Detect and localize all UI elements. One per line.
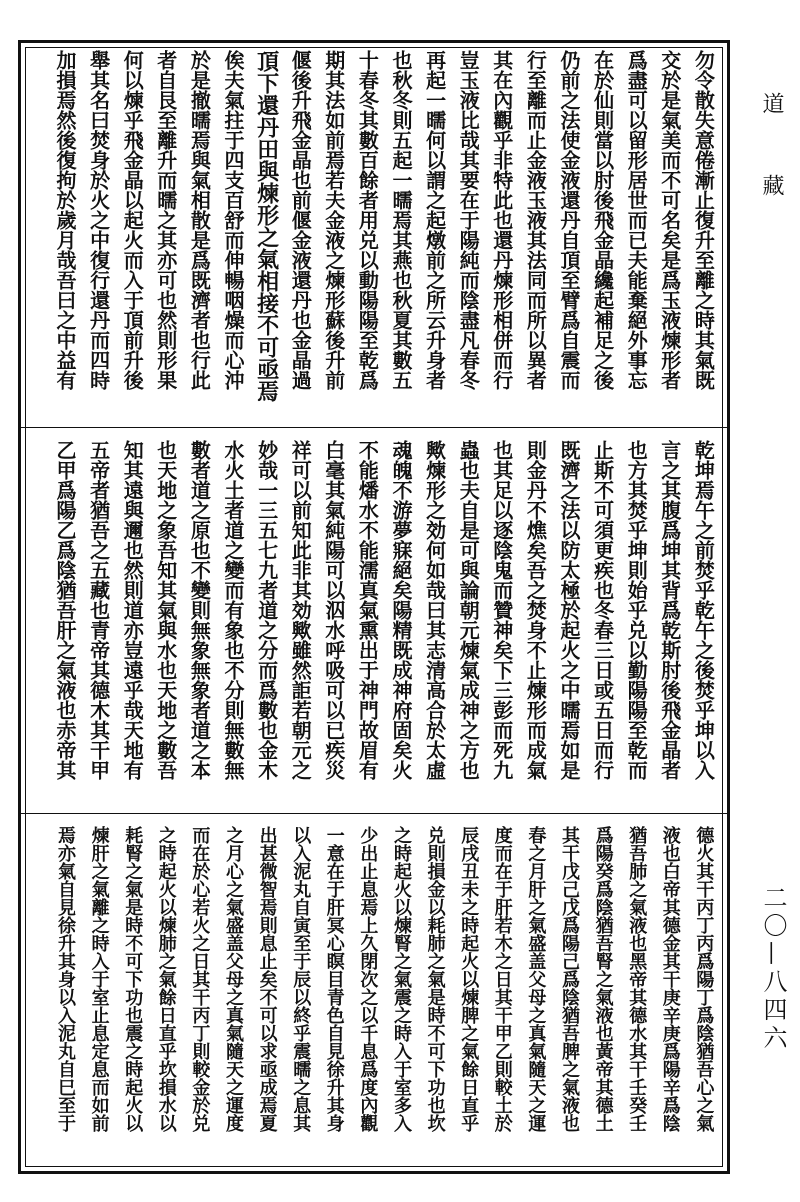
text-column: 頂下還丹田與煉形之氣相接不可亟焉: [253, 50, 280, 402]
text-column: 勿令散失意倦漸止復升至離之時其氣既: [691, 50, 716, 390]
text-column: 之時起火以煉腎之氣震之時入于室多入: [391, 826, 412, 1132]
text-column: 五帝者猶吾之五藏也青帝其德木其干甲: [86, 440, 111, 780]
text-column: 德火其干丙丁丙爲陽丁爲陰猶吾心之氣: [693, 826, 715, 1132]
text-column: 仍前之法使金液還丹自頂至臂爲自震而: [557, 50, 581, 390]
text-column: 知其遠與邇也然則道亦豈遠乎哉天地有: [120, 440, 145, 780]
page-number: 二〇—八四六: [759, 885, 787, 1053]
text-column: 之月心之氣盛盖父母之真氣隨天之運度: [223, 826, 244, 1132]
text-column: 既濟之法以防太極於起火之中曘焉如是: [557, 440, 581, 780]
text-column: 爲陽癸爲陰猶吾腎之氣液也黃帝其德土: [592, 826, 614, 1132]
text-column: 耗腎之氣是時不可下功也震之時起火以: [122, 826, 144, 1132]
text-column: 十春冬其數百餘者用兑以動陽陽至乾爲: [355, 50, 380, 390]
text-column: 煉肝之氣離之時入于室止息定息而如前: [88, 826, 110, 1132]
text-column: 期其法如前焉若夫金液之煉形蘇後升前: [321, 50, 346, 390]
text-column: 也方其焚乎坤則始乎兑以勤陽陽至乾而: [624, 440, 649, 780]
text-column: 在於仙則當以肘後飛金晶纔起補足之後: [590, 50, 615, 390]
text-column: 再起一曘何以謂之起燉前之所云升身者: [422, 50, 447, 390]
text-column: 也其足以逐陰鬼而贊神矣下三彭而死九: [489, 440, 514, 780]
text-column: 者自艮至離升而曘之其亦可也然則形果: [153, 50, 178, 390]
text-column: 魂魄不游夢寐絕矣陽精既成神府固矣火: [389, 440, 413, 780]
text-column: 歟煉形之効何如哉曰其志清高合於太虛: [422, 440, 447, 780]
text-column: 止斯不可須更疾也冬春三日或五日而行: [590, 440, 615, 780]
text-column: 度而在于肝若木之日其干甲乙則較土於: [491, 826, 513, 1132]
text-column: 白毫其氣純陽可以泅水呼吸可以已疾災: [321, 440, 346, 780]
text-column: 之時起火以煉肺之氣餘日直乎坎損水以: [155, 826, 177, 1132]
text-column: 蟲也夫自是可與論朝元煉氣成神之方也: [456, 440, 481, 780]
text-column: 水火土者道之變而有象也不分則無數無: [221, 440, 245, 780]
text-column: 則金丹不燋矣吾之焚身不止煉形而成氣: [523, 440, 548, 780]
text-column: 言之其腹爲坤其背爲乾斯肘後飛金晶者: [657, 440, 682, 780]
text-column: 以入泥丸自寅至于辰以終乎震曘之息其: [290, 826, 312, 1132]
text-column: 加損焉然後復拘於歲月哉吾曰之中益有: [53, 50, 77, 390]
text-column: 妙哉一三五七九者道之分而爲數也金木: [254, 440, 279, 780]
text-column: 祥可以前知此非其効歟雖然詎若朝元之: [288, 440, 313, 780]
text-column: 其在內觀乎非特此也還丹煉形相併而行: [489, 50, 514, 390]
text-column: 舉其名曰焚身於火之中復行還丹而四時: [86, 50, 111, 390]
text-column: 行至離而止金液玉液其法同而所以異者: [523, 50, 548, 390]
text-column: 交於是氣美而不可名矣是爲玉液煉形者: [657, 50, 682, 390]
text-column: 春之月肝之氣盛盖父母之真氣隨天之運: [525, 826, 547, 1132]
text-column: 一意在于肝冥心瞑目青色自見徐升其身: [323, 826, 345, 1132]
text-column: 少出止息焉上久閉次之以千息爲度內觀: [357, 826, 379, 1132]
text-column: 何以煉乎飛金晶以起火而入于頂前升後: [120, 50, 145, 390]
text-column: 兑則損金以耗肺之氣是時不可下功也坎: [424, 826, 446, 1132]
text-column: 於是撤曘焉與氣相散是爲既濟者也行此: [187, 50, 212, 390]
text-column: 猶吾肺之氣液也黑帝其德水其干壬癸壬: [626, 826, 648, 1132]
section-divider-2: [18, 813, 730, 814]
text-column: 乙甲爲陽乙爲陰猶吾肝之氣液也赤帝其: [53, 440, 77, 780]
text-column: 焉亦氣自見徐升其身以入泥丸自巳至于: [55, 826, 76, 1132]
text-column: 偃後升飛金晶也前偃金液還丹也金晶過: [288, 50, 313, 390]
text-column: 也秋冬則五起一曘焉其燕也秋夏其數五: [389, 50, 413, 390]
text-column: 豈玉液比哉其要在于陽純而陰盡凡春冬: [456, 50, 481, 390]
text-column: 其干戊己戊爲陽己爲陰猶吾脾之氣液也: [559, 826, 580, 1132]
text-column: 俟夫氣拄于四支百舒而伸暢咽燥而心沖: [221, 50, 245, 390]
text-column: 乾坤焉午之前焚乎乾午之後焚乎坤以入: [691, 440, 716, 780]
section-divider-1: [18, 427, 730, 428]
text-column: 也天地之象吾知其氣與水也天地之數吾: [153, 440, 178, 780]
text-column: 不能燔水不能濡真氣熏出于神門故眉有: [355, 440, 380, 780]
text-column: 辰戌丑未之時起火以煉脾之氣餘日直乎: [458, 826, 480, 1132]
text-column: 而在於心若火之日其干丙丁則較金於兑: [189, 826, 211, 1132]
book-title: 道藏: [759, 92, 784, 256]
text-column: 數者道之原也不變則無象無象者道之本: [187, 440, 212, 780]
text-column: 液也白帝其德金其干庚辛庚爲陽辛爲陰: [659, 826, 681, 1132]
text-column: 爲盡可以留形居世而已夫能棄絕外事忘: [624, 50, 649, 390]
text-column: 出甚微智焉則息止矣不可以求亟成焉夏: [256, 826, 278, 1132]
